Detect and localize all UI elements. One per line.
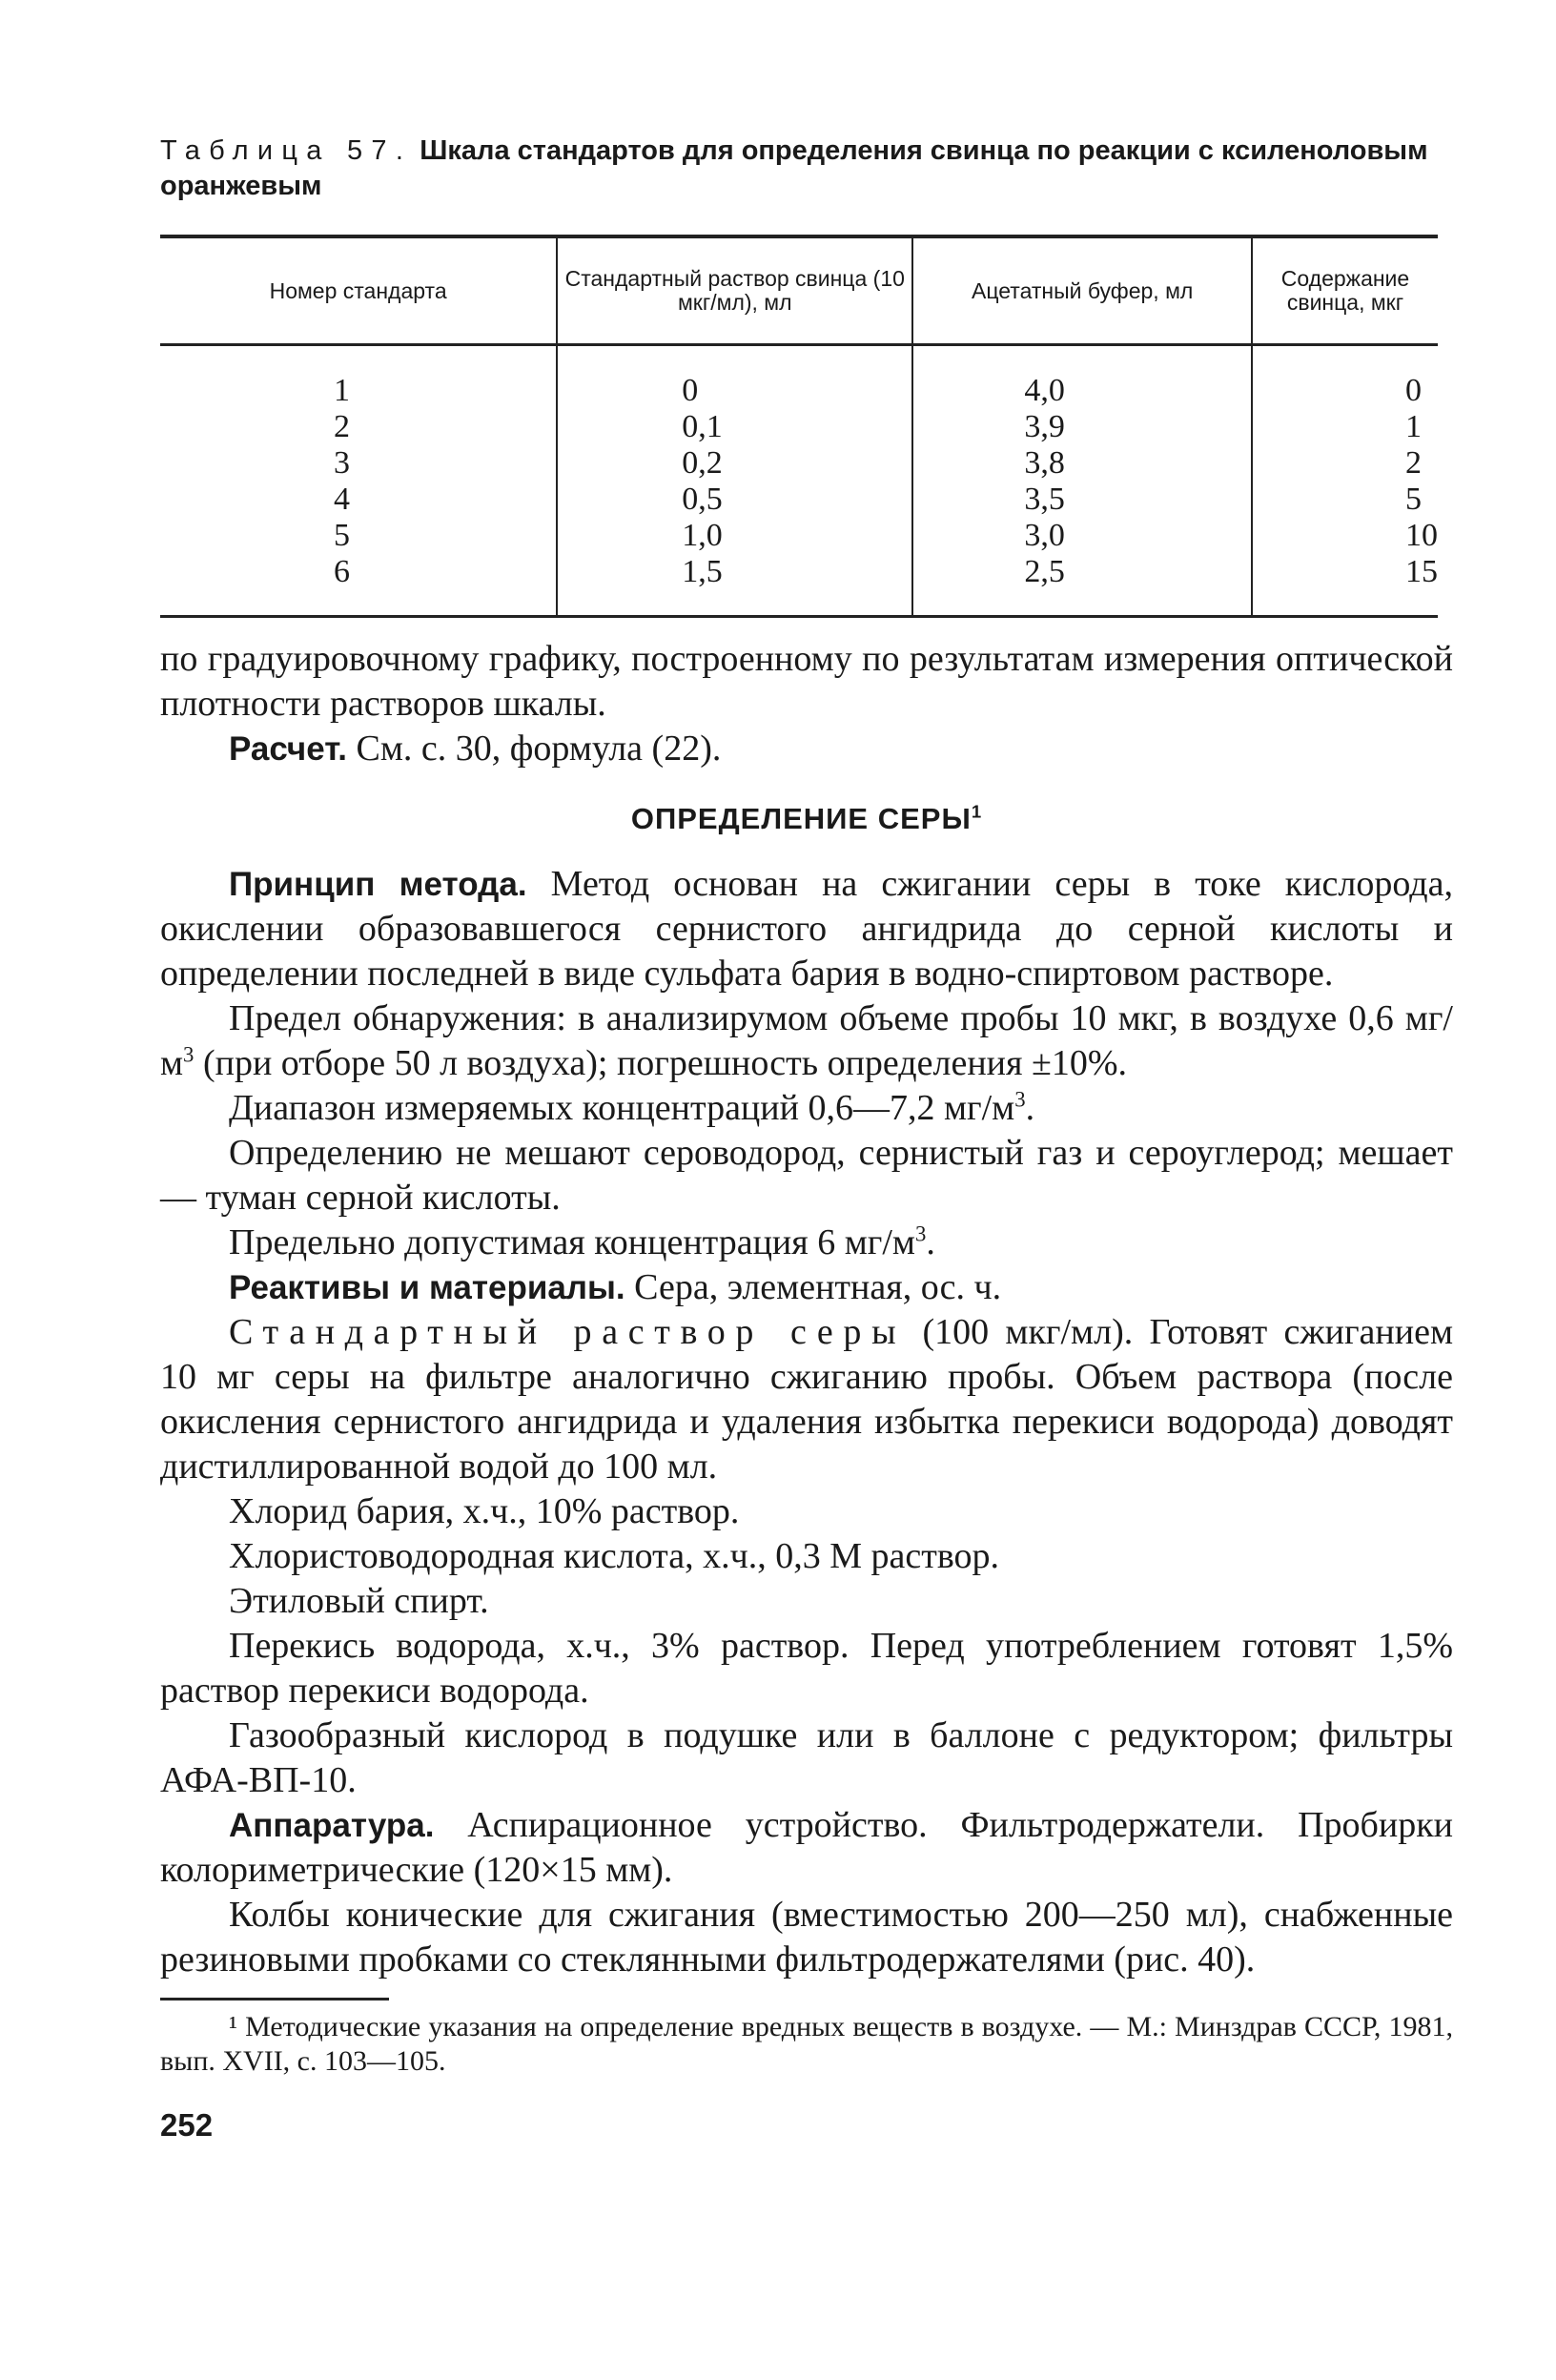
paragraph-reagents: Реактивы и материалы. Сера, элементная, ос. ч. bbox=[229, 1267, 1002, 1307]
table-cell: 2,5 bbox=[1024, 554, 1065, 589]
table-cell: 1 bbox=[1405, 409, 1422, 444]
standards-table bbox=[160, 235, 1438, 618]
section-heading: ОПРЕДЕЛЕНИЕ СЕРЫ$^1$ bbox=[630, 801, 983, 835]
body-text bbox=[160, 637, 1453, 1982]
paragraph-peroxide: Перекись водорода, х.ч., 3% раствор. Перед употреблением готовят 1,5% раствор перекиси водорода. bbox=[160, 1626, 1453, 1711]
table-cell: 3,9 bbox=[1024, 409, 1065, 444]
table-caption-text: Шкала стандартов для определения свинца по реакции с ксиленоловым оранжевым bbox=[160, 135, 1428, 201]
footnote: ¹ Методические указания на определение вредных веществ в воздухе. — М.: Минздрав СССР, 1981, вып. XVII, с. 103—105. bbox=[160, 2011, 1453, 2077]
column-acetate-buffer bbox=[912, 345, 1252, 617]
principle-label: Принцип метода. bbox=[229, 866, 527, 903]
footnote-divider bbox=[160, 1998, 389, 2000]
table-cell: 3,8 bbox=[1024, 445, 1065, 481]
reagents-label: Реактивы и материалы. bbox=[229, 1269, 625, 1306]
column-standard-number bbox=[160, 345, 557, 617]
table-cell: 6 bbox=[334, 554, 350, 589]
paragraph-pdk: Предельно допустимая концентрация 6 $мг/м^3$. bbox=[229, 1221, 935, 1262]
table-cell: 3,5 bbox=[1024, 482, 1065, 517]
paragraph-ethanol: Этиловый спирт. bbox=[229, 1581, 489, 1621]
paragraph-principle: Принцип метода. Метод основан на сжигании серы в токе кислорода, окислении образовавшегося сернистого ангидрида до серной кислоты и определении последней в виде сульфата бария в водно-спиртовом растворе. bbox=[160, 864, 1453, 994]
paragraph-oxygen: Газообразный кислород в подушке или в баллоне с редуктором; фильтры АФА-ВП-10. bbox=[160, 1715, 1453, 1800]
table-cell: 4 bbox=[334, 482, 350, 517]
table-cell: 5 bbox=[1405, 482, 1422, 517]
header-acetate-buffer: Ацетатный буфер, мл bbox=[912, 236, 1252, 345]
header-standard-number: Номер стандарта bbox=[160, 236, 557, 345]
table-cell: 5 bbox=[334, 518, 350, 553]
book-page bbox=[160, 133, 1453, 2144]
table-cell: 3,0 bbox=[1024, 518, 1065, 553]
table-cell: 1,0 bbox=[682, 518, 723, 553]
column-lead-content bbox=[1252, 345, 1438, 617]
table-cell: 1,5 bbox=[682, 554, 723, 589]
standard-solution-label: Стандартный раствор серы bbox=[229, 1312, 907, 1352]
table-cell: 2 bbox=[334, 409, 350, 444]
footnote-marker: 1 bbox=[971, 801, 983, 822]
table-body-row bbox=[160, 345, 1438, 617]
table-caption-label: Таблица 57. bbox=[160, 135, 413, 166]
paragraph-detection-limit: Предел обнаружения: в анализирумом объеме пробы 10 мкг, в воздухе 0,6 $мг/м^3$ (при отборе 50 л воздуха); погрешность определения ±10%. bbox=[160, 998, 1453, 1083]
table-cell: 1 bbox=[334, 373, 350, 408]
table-cell: 10 bbox=[1405, 518, 1438, 553]
table-cell: 4,0 bbox=[1024, 373, 1065, 408]
header-standard-solution: Стандартный раствор свинца (10 мкг/мл), мл bbox=[557, 236, 912, 345]
table-cell: 0 bbox=[1405, 373, 1422, 408]
apparatus-label: Аппаратура. bbox=[229, 1807, 435, 1844]
table-cell: 2 bbox=[1405, 445, 1422, 481]
paragraph-apparatus: Аппаратура. Аспирационное устройство. Фильтродержатели. Пробирки колориметрические (120×15 мм). bbox=[160, 1805, 1453, 1890]
header-lead-content: Содержание свинца, мкг bbox=[1252, 236, 1438, 345]
table-cell: 15 bbox=[1405, 554, 1438, 589]
paragraph-standard-solution: Стандартный раствор серы (100 мкг/мл). Готовят сжиганием 10 мг серы на фильтре аналогично сжиганию пробы. Объем раствора (после окисления сернистого ангидрида и удаления избытка перекиси водорода) доводят дистиллированной водой до 100 мл. bbox=[160, 1312, 1453, 1487]
paragraph-continuation: по градуировочному графику, построенному по результатам измерения оптической плотности растворов шкалы. bbox=[160, 639, 1453, 724]
table-cell: 0,5 bbox=[682, 482, 723, 517]
calculation-label: Расчет. bbox=[229, 730, 348, 768]
paragraph-interference: Определению не мешают сероводород, сернистый газ и сероуглерод; мешает — туман серной кислоты. bbox=[160, 1133, 1453, 1218]
paragraph-barium-chloride: Хлорид бария, х.ч., 10% раствор. bbox=[229, 1491, 740, 1531]
table-cell: 0,2 bbox=[682, 445, 723, 481]
column-standard-solution bbox=[557, 345, 912, 617]
table-cell: 0,1 bbox=[682, 409, 723, 444]
paragraph-hydrochloric-acid: Хлористоводородная кислота, х.ч., 0,3 М раствор. bbox=[229, 1536, 1000, 1576]
table-cell: 3 bbox=[334, 445, 350, 481]
paragraph-flasks: Колбы конические для сжигания (вместимостью 200—250 мл), снабженные резиновыми пробками со стеклянными фильтродержателями (рис. 40). bbox=[160, 1895, 1453, 1980]
table-cell: 0 bbox=[682, 373, 699, 408]
paragraph-range: Диапазон измеряемых концентраций 0,6—7,2 $мг/м^3$. bbox=[229, 1087, 1035, 1128]
paragraph-calculation: Расчет. См. с. 30, формула (22). bbox=[229, 728, 722, 769]
table-header-row bbox=[160, 236, 1438, 345]
page-number: 252 bbox=[160, 2107, 214, 2143]
table-caption bbox=[160, 133, 1453, 204]
